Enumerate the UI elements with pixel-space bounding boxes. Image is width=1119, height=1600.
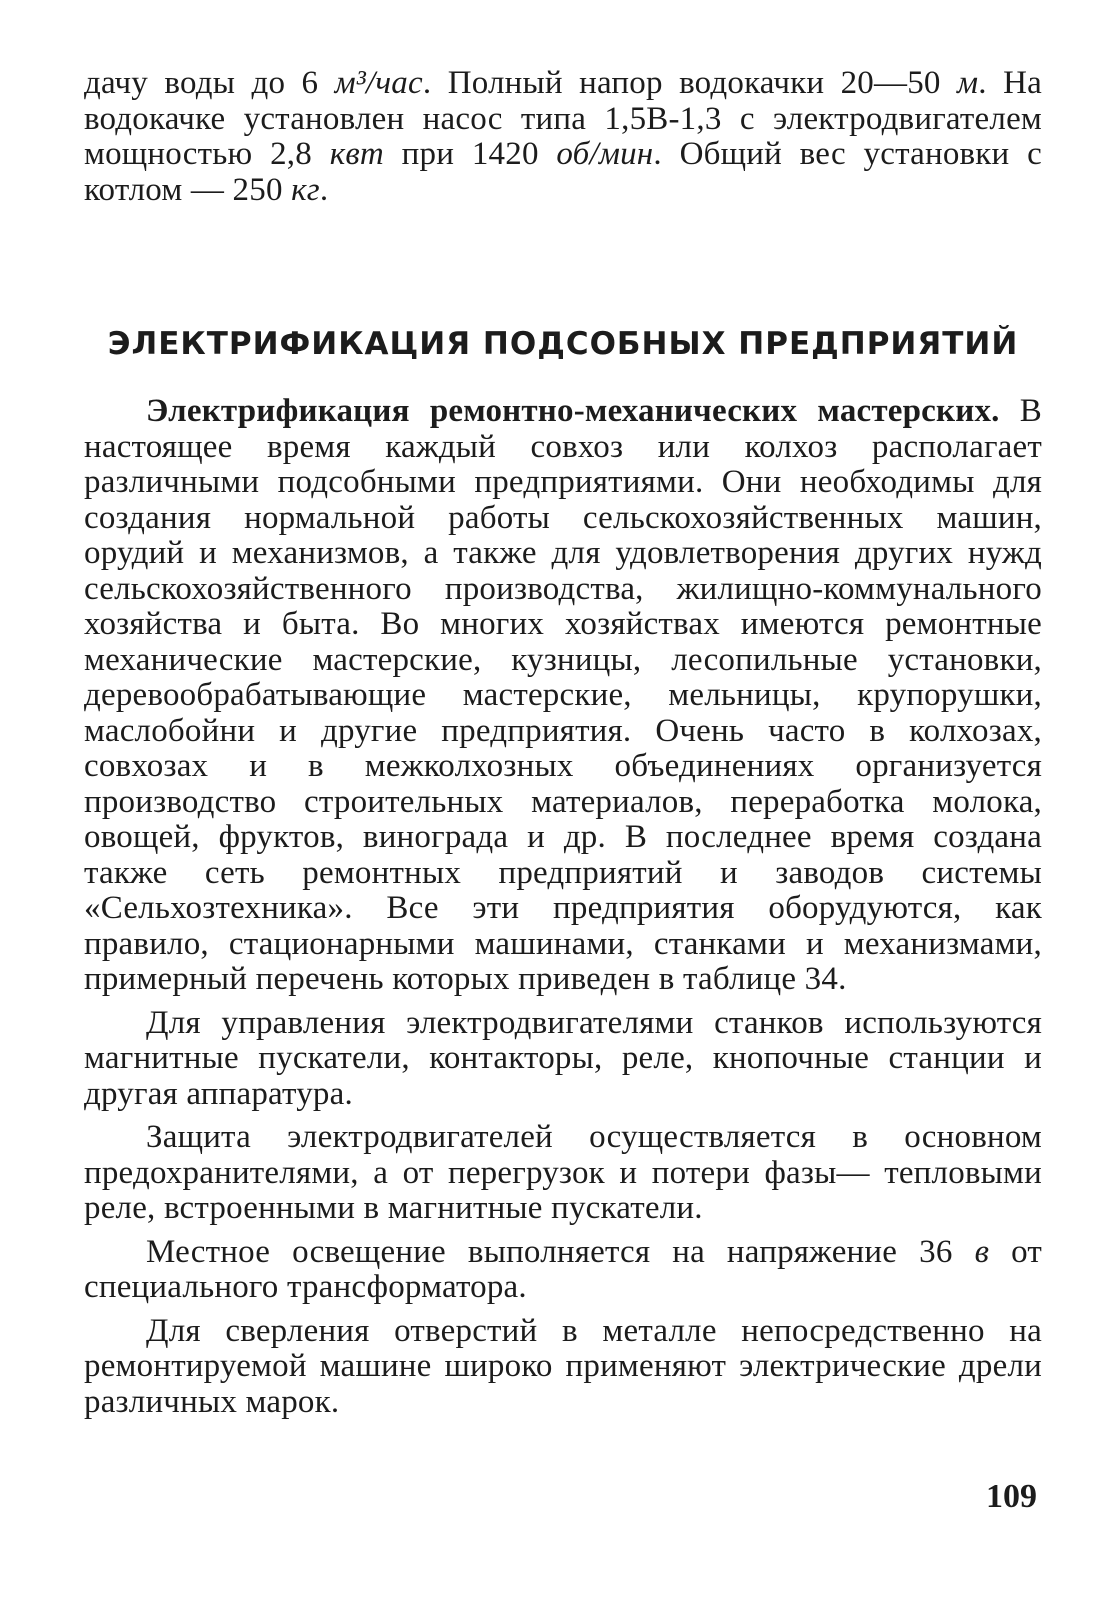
paragraph-lighting	[84, 1235, 1042, 1306]
paragraph-workshops	[84, 394, 1042, 998]
text-run: . Полный напор водокачки 20—50	[422, 65, 958, 101]
unit-text: м	[957, 65, 979, 101]
text-run: при 1420	[383, 136, 557, 172]
paragraph-control: Для управления электродвигателями станков используются магнитные пускатели, контакторы, реле, кнопочные станции и другая аппаратура.	[84, 1004, 1042, 1112]
unit-text: об/мин	[556, 136, 654, 172]
text-run: .	[319, 171, 329, 208]
section-title: ЭЛЕКТРИФИКАЦИЯ ПОДСОБНЫХ ПРЕДПРИЯТИЙ	[107, 326, 1019, 362]
unit-text: кг	[291, 171, 320, 208]
text-run: дачу воды до 6	[84, 65, 335, 101]
paragraph-body: В настоящее время каждый совхоз или колхоз располагает различными подсобными предприятиями. Они необходимы для создания нормальной работы сельскохозяйственных машин, орудий и механизмов, а также для удовлетворения других нужд сельскохозяйственного производства, жилищно-коммунального хозяйства и быта. Во многих хозяйствах имеются ремонтные механические мастерские, кузницы, лесопильные установки, деревообрабатывающие мастерские, мельницы, крупорушки, маслобойни и другие предприятия. Очень часто в колхозах, совхозах и в межколхозных объединениях организуется производство строительных материалов, переработка молока, овощей, фруктов, винограда и др. В последнее время создана также сеть ремонтных предприятий и заводов системы «Сельхозтехника». Все эти предприятия оборудуются, как правило, стационарными машинами, станками и механизмами, примерный перечень которых приведен в таблице 34.	[84, 393, 1042, 997]
unit-text: в	[974, 1233, 990, 1270]
paragraph-protection: Защита электродвигателей осуществляется в основном предохранителями, а от перегрузок и потери фазы— тепловыми реле, встроенными в магнитные пускатели.	[84, 1119, 1042, 1226]
page-number: 109	[986, 1478, 1037, 1515]
text-run: от специального трансформатора.	[84, 1233, 1042, 1305]
text-run: . Общий вес установки с котлом — 250	[84, 136, 1042, 208]
unit-text: квт	[329, 136, 384, 172]
document-page	[84, 62, 1042, 1420]
paragraph-drills: Для сверления отверстий в металле непосредственно на ремонтируемой машине широко применяют электрические дрели различных марок.	[84, 1312, 1042, 1420]
unit-text: м³/час	[334, 65, 423, 101]
text-run: . На водокачке установлен насос типа 1,5В-1,3 с электродвигателем мощностью 2,8	[84, 65, 1043, 172]
continuation-paragraph	[84, 66, 1042, 208]
text-run: Местное освещение выполняется на напряжение 36	[146, 1233, 975, 1270]
run-in-heading: Электрификация ремонтно-механических мастерских.	[146, 393, 1000, 429]
